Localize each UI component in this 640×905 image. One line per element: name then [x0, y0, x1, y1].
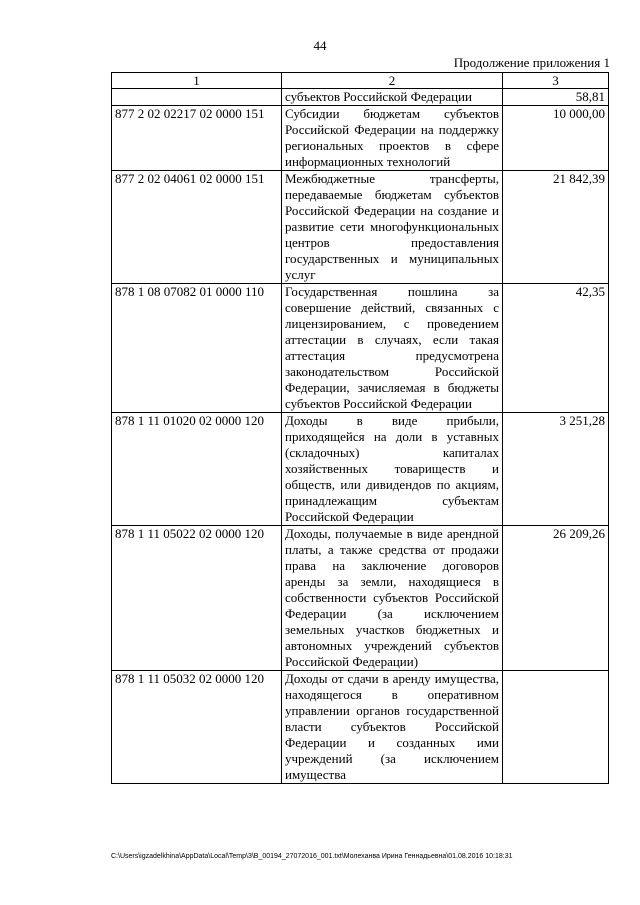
row-amount: [503, 671, 609, 784]
row-amount: 58,81: [503, 89, 609, 106]
column-header-description: 2: [282, 73, 503, 89]
revenue-table: [111, 72, 609, 784]
row-description: субъектов Российской Федерации: [282, 89, 503, 106]
row-description: Доходы от сдачи в аренду имущества, находящегося в оперативном управлении органов государственной власти субъектов Российской Федерации и созданных ими учреждений (за исключением имущества: [282, 671, 503, 784]
table-row: [112, 671, 609, 784]
row-description: Субсидии бюджетам субъектов Российской Федерации на поддержку региональных проектов в сфере информационных технологий: [282, 106, 503, 171]
row-description: Межбюджетные трансферты, передаваемые бюджетам субъектов Российской Федерации на создание и развитие сети многофункциональных центров предоставления государственных и муниципальных услуг: [282, 171, 503, 284]
row-amount: 21 842,39: [503, 171, 609, 284]
row-code: 877 2 02 02217 02 0000 151: [112, 106, 282, 171]
row-code: 878 1 11 05022 02 0000 120: [112, 526, 282, 671]
row-description: Государственная пошлина за совершение действий, связанных с лицензированием, с проведением аттестации в случаях, если такая аттестация предусмотрена законодательством Российской Федерации, зачисляемая в бюджеты субъектов Российской Федерации: [282, 284, 503, 413]
table-row: [112, 171, 609, 284]
row-code: 877 2 02 04061 02 0000 151: [112, 171, 282, 284]
row-description: Доходы в виде прибыли, приходящейся на доли в уставных (складочных) капиталах хозяйственных товариществ и обществ, или дивидендов по акциям, принадлежащим субъектам Российской Федерации: [282, 413, 503, 526]
continuation-label: Продолжение приложения 1: [453, 55, 610, 70]
row-amount: 26 209,26: [503, 526, 609, 671]
row-code: [112, 89, 282, 106]
table-row: [112, 89, 609, 106]
column-header-code: 1: [112, 73, 282, 89]
row-amount: 10 000,00: [503, 106, 609, 171]
page-number: 44: [313, 38, 327, 53]
column-header-amount: 3: [503, 73, 609, 89]
footer-file-path: C:\Users\igzadelkhina\AppData\Local\Temp\3\B_00194_27072016_001.txt\Молеханва Ирина Геннадьевна\01.08.2016 10:18:31: [111, 853, 513, 860]
row-amount: 3 251,28: [503, 413, 609, 526]
table-row: [112, 106, 609, 171]
table-row: [112, 284, 609, 413]
row-code: 878 1 11 01020 02 0000 120: [112, 413, 282, 526]
table-row: [112, 526, 609, 671]
row-amount: 42,35: [503, 284, 609, 413]
row-code: 878 1 11 05032 02 0000 120: [112, 671, 282, 784]
row-code: 878 1 08 07082 01 0000 110: [112, 284, 282, 413]
row-description: Доходы, получаемые в виде арендной платы, а также средства от продажи права на заключение договоров аренды за земли, находящиеся в собственности субъектов Российской Федерации (за исключением земельных участков бюджетных и автономных учреждений субъектов Российской Федерации): [282, 526, 503, 671]
table-header-row: [112, 73, 609, 89]
table-row: [112, 413, 609, 526]
